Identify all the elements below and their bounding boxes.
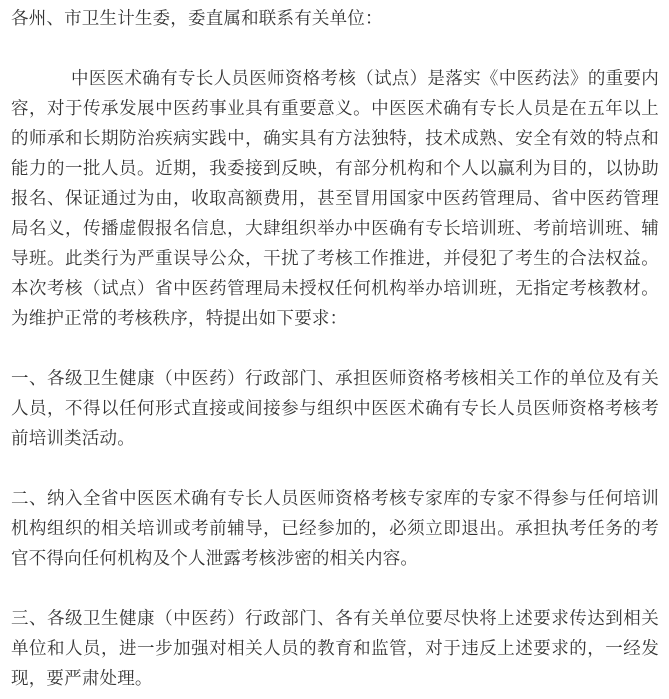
requirement-item-1: 一、各级卫生健康（中医药）行政部门、承担医师资格考核相关工作的单位及有关人员，不得以任何形式直接或间接参与组织中医医术确有专长人员医师资格考核考前培训类活动。	[11, 369, 659, 449]
intro-paragraph: 中医医术确有专长人员医师资格考核（试点）是落实《中医药法》的重要内容，对于传承发展中医药事业具有重要意义。中医医术确有专长人员是在五年以上的师承和长期防治疾病实践中，确实具有方法独特，技术成熟、安全有效的特点和能力的一批人员。近期，我委接到反映，有部分机构和个人以赢利为目的，以协助报名、保证通过为由，收取高额费用，甚至冒用国家中医药管理局、省中医药管理局名义，传播虚假报名信息，大肆组织举办中医确有专长培训班、考前培训班、辅导班。此类行为严重误导公众，干扰了考核工作推进，并侵犯了考生的合法权益。本次考核（试点）省中医药管理局未授权任何机构举办培训班，无指定考核教材。为维护正常的考核秩序，特提出如下要求：	[11, 69, 659, 329]
salutation-line: 各州、市卫生计生委，委直属和联系有关单位：	[11, 9, 383, 29]
requirement-item-3: 三、各级卫生健康（中医药）行政部门、各有关单位要尽快将上述要求传达到相关单位和人员，进一步加强对相关人员的教育和监管，对于违反上述要求的，一经发现，要严肃处理。	[11, 609, 659, 689]
requirement-item-2: 二、纳入全省中医医术确有专长人员医师资格考核专家库的专家不得参与任何培训机构组织的相关培训或考前辅导，已经参加的，必须立即退出。承担执考任务的考官不得向任何机构及个人泄露考核涉密的相关内容。	[11, 489, 659, 569]
